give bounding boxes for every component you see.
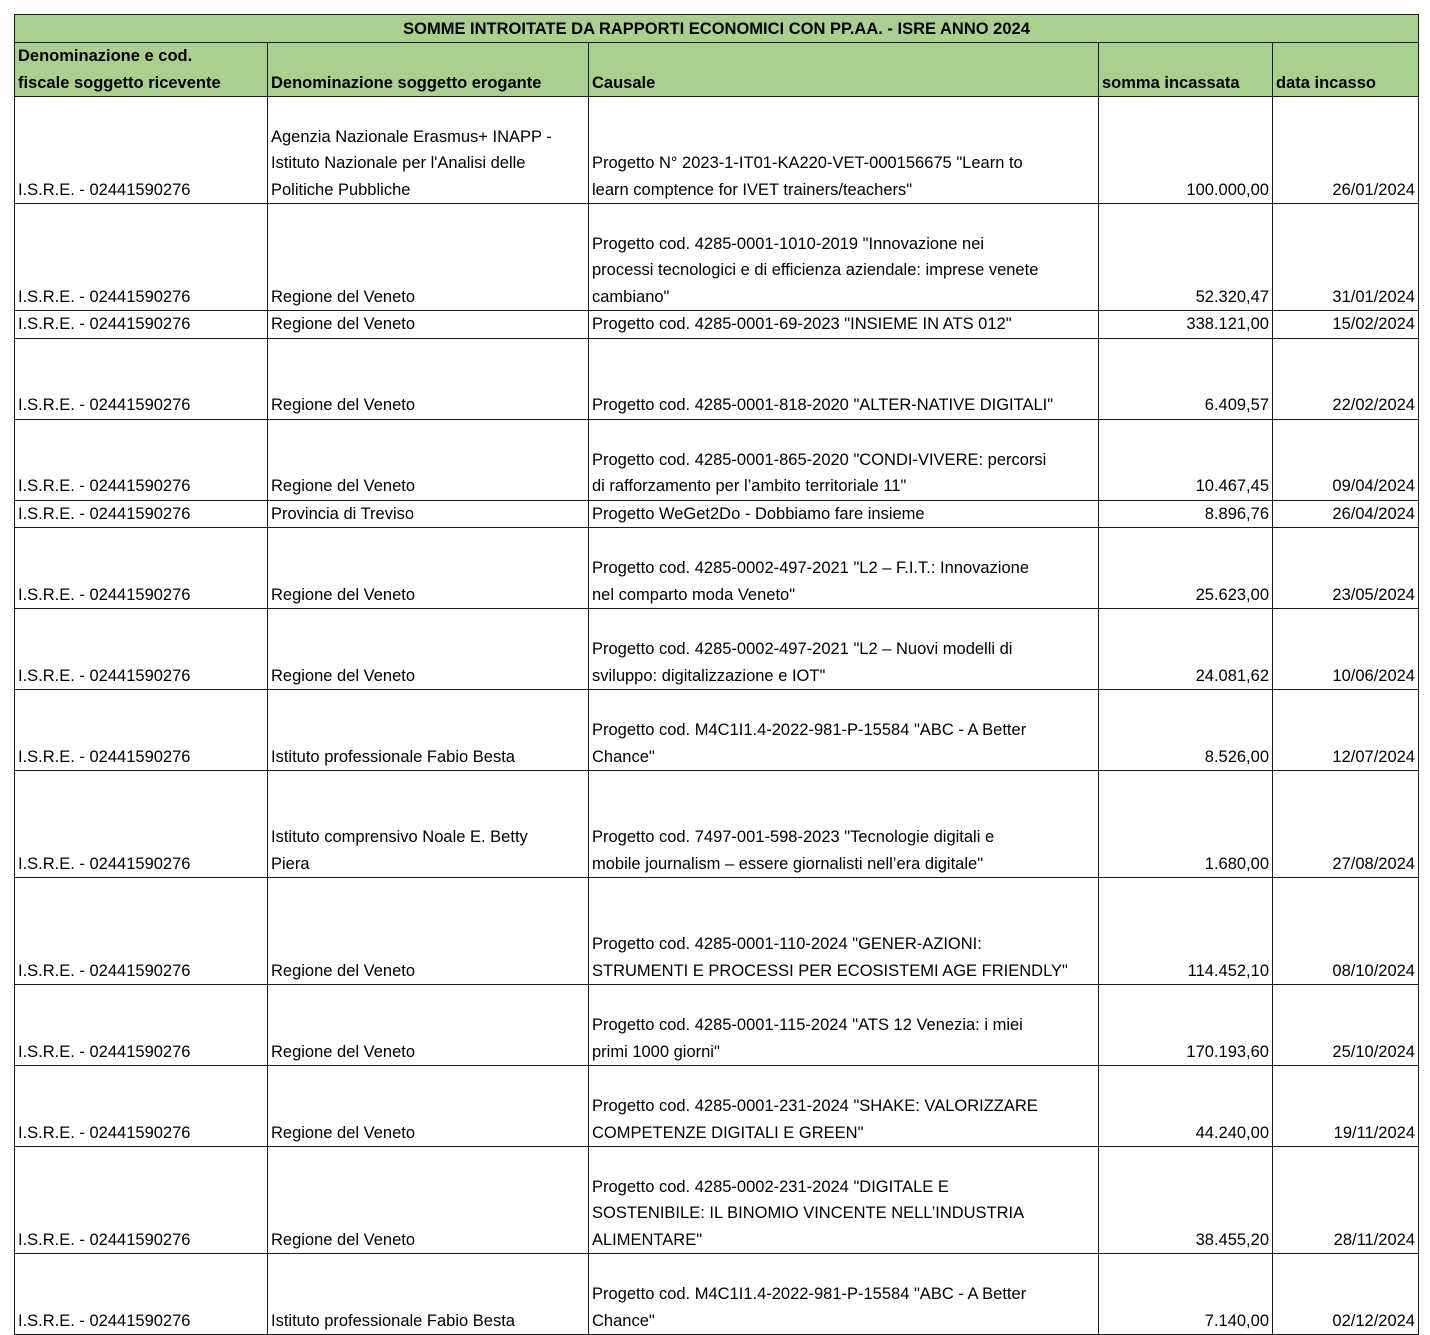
table-row bbox=[15, 311, 1419, 339]
cell-erogante: Regione del Veneto bbox=[268, 311, 589, 339]
cell-data: 28/11/2024 bbox=[1273, 1147, 1419, 1254]
cell-causale: Progetto cod. 7497-001-598-2023 "Tecnologie digitali e mobile journalism – essere giornalisti nell’era digitale" bbox=[589, 771, 1099, 878]
cell-erogante: Regione del Veneto bbox=[268, 419, 589, 500]
cell-erogante: Regione del Veneto bbox=[268, 609, 589, 690]
cell-somma: 100.000,00 bbox=[1099, 97, 1273, 204]
receipts-table bbox=[14, 14, 1419, 1335]
cell-somma: 24.081,62 bbox=[1099, 609, 1273, 690]
cell-data: 02/12/2024 bbox=[1273, 1254, 1419, 1335]
cell-data: 12/07/2024 bbox=[1273, 690, 1419, 771]
table-row bbox=[15, 1147, 1419, 1254]
cell-ricevente: I.S.R.E. - 02441590276 bbox=[15, 609, 268, 690]
cell-data: 31/01/2024 bbox=[1273, 204, 1419, 311]
cell-erogante: Istituto professionale Fabio Besta bbox=[268, 690, 589, 771]
table-row bbox=[15, 1254, 1419, 1335]
cell-causale: Progetto cod. 4285-0001-818-2020 "ALTER-NATIVE DIGITALI" bbox=[589, 338, 1099, 419]
cell-causale: Progetto cod. 4285-0001-69-2023 "INSIEME IN ATS 012" bbox=[589, 311, 1099, 339]
cell-ricevente: I.S.R.E. - 02441590276 bbox=[15, 1147, 268, 1254]
cell-ricevente: I.S.R.E. - 02441590276 bbox=[15, 97, 268, 204]
cell-somma: 38.455,20 bbox=[1099, 1147, 1273, 1254]
header-erogante: Denominazione soggetto erogante bbox=[268, 43, 589, 97]
cell-somma: 10.467,45 bbox=[1099, 419, 1273, 500]
cell-causale: Progetto cod. 4285-0002-231-2024 "DIGITALE E SOSTENIBILE: IL BINOMIO VINCENTE NELL’INDUSTRIA ALIMENTARE" bbox=[589, 1147, 1099, 1254]
cell-somma: 25.623,00 bbox=[1099, 528, 1273, 609]
cell-somma: 8.896,76 bbox=[1099, 500, 1273, 528]
cell-erogante: Regione del Veneto bbox=[268, 1147, 589, 1254]
cell-data: 25/10/2024 bbox=[1273, 985, 1419, 1066]
cell-ricevente: I.S.R.E. - 02441590276 bbox=[15, 500, 268, 528]
cell-ricevente: I.S.R.E. - 02441590276 bbox=[15, 771, 268, 878]
cell-somma: 338.121,00 bbox=[1099, 311, 1273, 339]
table-row bbox=[15, 609, 1419, 690]
cell-erogante: Regione del Veneto bbox=[268, 985, 589, 1066]
cell-ricevente: I.S.R.E. - 02441590276 bbox=[15, 419, 268, 500]
cell-causale: Progetto cod. M4C1I1.4-2022-981-P-15584 "ABC - A Better Chance" bbox=[589, 1254, 1099, 1335]
cell-ricevente: I.S.R.E. - 02441590276 bbox=[15, 878, 268, 985]
cell-causale: Progetto N° 2023-1-IT01-KA220-VET-000156675 "Learn to learn comptence for IVET trainers/teachers" bbox=[589, 97, 1099, 204]
cell-ricevente: I.S.R.E. - 02441590276 bbox=[15, 690, 268, 771]
cell-somma: 8.526,00 bbox=[1099, 690, 1273, 771]
table-row bbox=[15, 985, 1419, 1066]
cell-somma: 1.680,00 bbox=[1099, 771, 1273, 878]
table-row bbox=[15, 338, 1419, 419]
cell-data: 08/10/2024 bbox=[1273, 878, 1419, 985]
cell-erogante: Provincia di Treviso bbox=[268, 500, 589, 528]
table-row bbox=[15, 419, 1419, 500]
cell-ricevente: I.S.R.E. - 02441590276 bbox=[15, 311, 268, 339]
cell-ricevente: I.S.R.E. - 02441590276 bbox=[15, 985, 268, 1066]
table-row bbox=[15, 771, 1419, 878]
cell-somma: 114.452,10 bbox=[1099, 878, 1273, 985]
cell-erogante: Regione del Veneto bbox=[268, 878, 589, 985]
table-row bbox=[15, 500, 1419, 528]
cell-data: 26/04/2024 bbox=[1273, 500, 1419, 528]
header-data: data incasso bbox=[1273, 43, 1419, 97]
cell-data: 23/05/2024 bbox=[1273, 528, 1419, 609]
cell-causale: Progetto cod. 4285-0001-1010-2019 "Innovazione nei processi tecnologici e di efficienza aziendale: imprese venete cambiano" bbox=[589, 204, 1099, 311]
cell-data: 15/02/2024 bbox=[1273, 311, 1419, 339]
cell-erogante: Istituto comprensivo Noale E. Betty Piera bbox=[268, 771, 589, 878]
cell-causale: Progetto cod. 4285-0001-115-2024 "ATS 12 Venezia: i miei primi 1000 giorni" bbox=[589, 985, 1099, 1066]
table-row bbox=[15, 878, 1419, 985]
cell-erogante: Istituto professionale Fabio Besta bbox=[268, 1254, 589, 1335]
cell-causale: Progetto cod. 4285-0002-497-2021 "L2 – F.I.T.: Innovazione nel comparto moda Veneto" bbox=[589, 528, 1099, 609]
cell-data: 10/06/2024 bbox=[1273, 609, 1419, 690]
cell-data: 09/04/2024 bbox=[1273, 419, 1419, 500]
cell-data: 22/02/2024 bbox=[1273, 338, 1419, 419]
header-causale: Causale bbox=[589, 43, 1099, 97]
cell-ricevente: I.S.R.E. - 02441590276 bbox=[15, 204, 268, 311]
table-row bbox=[15, 1066, 1419, 1147]
header-somma: somma incassata bbox=[1099, 43, 1273, 97]
cell-causale: Progetto WeGet2Do - Dobbiamo fare insieme bbox=[589, 500, 1099, 528]
cell-causale: Progetto cod. M4C1I1.4-2022-981-P-15584 "ABC - A Better Chance" bbox=[589, 690, 1099, 771]
cell-erogante: Regione del Veneto bbox=[268, 528, 589, 609]
cell-causale: Progetto cod. 4285-0001-865-2020 "CONDI-VIVERE: percorsi di rafforzamento per l’ambito territoriale 11" bbox=[589, 419, 1099, 500]
table-row bbox=[15, 204, 1419, 311]
cell-erogante: Regione del Veneto bbox=[268, 338, 589, 419]
cell-ricevente: I.S.R.E. - 02441590276 bbox=[15, 528, 268, 609]
cell-erogante: Regione del Veneto bbox=[268, 1066, 589, 1147]
cell-somma: 6.409,57 bbox=[1099, 338, 1273, 419]
cell-causale: Progetto cod. 4285-0001-231-2024 "SHAKE: VALORIZZARE COMPETENZE DIGITALI E GREEN" bbox=[589, 1066, 1099, 1147]
cell-somma: 7.140,00 bbox=[1099, 1254, 1273, 1335]
cell-causale: Progetto cod. 4285-0002-497-2021 "L2 – Nuovi modelli di sviluppo: digitalizzazione e IOT" bbox=[589, 609, 1099, 690]
cell-causale: Progetto cod. 4285-0001-110-2024 "GENER-AZIONI: STRUMENTI E PROCESSI PER ECOSISTEMI AGE FRIENDLY" bbox=[589, 878, 1099, 985]
cell-ricevente: I.S.R.E. - 02441590276 bbox=[15, 338, 268, 419]
header-ricevente: Denominazione e cod. fiscale soggetto ricevente bbox=[15, 43, 268, 97]
table-row bbox=[15, 690, 1419, 771]
cell-erogante: Agenzia Nazionale Erasmus+ INAPP - Istituto Nazionale per l'Analisi delle Politiche Pubbliche bbox=[268, 97, 589, 204]
cell-data: 19/11/2024 bbox=[1273, 1066, 1419, 1147]
cell-ricevente: I.S.R.E. - 02441590276 bbox=[15, 1066, 268, 1147]
table-row bbox=[15, 528, 1419, 609]
cell-ricevente: I.S.R.E. - 02441590276 bbox=[15, 1254, 268, 1335]
cell-somma: 44.240,00 bbox=[1099, 1066, 1273, 1147]
cell-somma: 170.193,60 bbox=[1099, 985, 1273, 1066]
cell-data: 27/08/2024 bbox=[1273, 771, 1419, 878]
table-row bbox=[15, 97, 1419, 204]
table-title: SOMME INTROITATE DA RAPPORTI ECONOMICI CON PP.AA. - ISRE ANNO 2024 bbox=[15, 15, 1419, 43]
cell-data: 26/01/2024 bbox=[1273, 97, 1419, 204]
cell-somma: 52.320,47 bbox=[1099, 204, 1273, 311]
cell-erogante: Regione del Veneto bbox=[268, 204, 589, 311]
